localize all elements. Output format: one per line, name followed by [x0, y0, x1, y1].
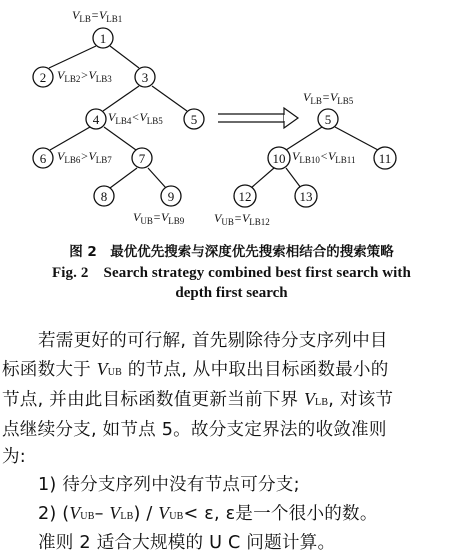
tree-node-11 [374, 147, 396, 169]
tree-node-12 [234, 185, 256, 207]
tree-edge [286, 127, 322, 150]
search-tree-diagram [0, 0, 463, 235]
tree-node-2 [33, 67, 53, 87]
label-right-5: $V_{LB}=V_{LB5}$ [303, 90, 354, 106]
tree-node-7 [132, 148, 152, 168]
svg-text:6: 6 [39, 151, 47, 166]
tree-edge [110, 46, 139, 68]
text-line: 若需更好的可行解, 首先剔除待分支序列中目 [38, 331, 388, 351]
svg-text:5: 5 [324, 112, 332, 127]
tree-node-5-right [318, 109, 338, 129]
svg-text:9: 9 [167, 189, 175, 204]
svg-text:13: 13 [299, 189, 313, 204]
label-node-9: $V_{UB}=V_{LB9}$ [133, 210, 185, 226]
label-node-10: $V_{LB10}<V_{LB11}$ [292, 149, 356, 165]
tree-node-9 [161, 186, 181, 206]
svg-text:11: 11 [378, 151, 392, 166]
body-paragraph [2, 328, 461, 558]
search-tree-figure [0, 0, 463, 235]
tree-edge [251, 168, 274, 188]
tree-node-8 [94, 186, 114, 206]
text-line: 节点, 并由此目标函数值更新当前下界 VLB, 对该节 [2, 389, 394, 411]
svg-text:4: 4 [92, 112, 100, 127]
label-node-6: $V_{LB6}>V_{LB7}$ [57, 149, 112, 165]
label-node-12: $V_{UB}=V_{LB12}$ [214, 211, 270, 227]
figure-caption-cn: 图 2 最优优先搜索与深度优先搜索相结合的搜索策略 [69, 244, 394, 260]
criterion-1: 1) 待分支序列中没有节点可分支; [38, 474, 300, 495]
svg-text:3: 3 [141, 70, 149, 85]
figure-caption-en-line2: depth first search [175, 285, 288, 301]
tree-node-5 [184, 109, 204, 129]
svg-text:8: 8 [100, 189, 108, 204]
text-line: 为: [2, 447, 26, 468]
tree-edge [110, 168, 137, 188]
tree-edge [50, 127, 90, 150]
svg-text:10: 10 [272, 151, 286, 166]
tree-node-10 [268, 147, 290, 169]
tree-node-4 [86, 109, 106, 129]
svg-text:2: 2 [39, 70, 47, 85]
svg-text:1: 1 [99, 31, 107, 46]
tree-edge [148, 168, 166, 188]
text-line: 点继续分支, 如节点 5。故分支定界法的收敛准则 [2, 419, 387, 440]
tree-node-1 [93, 28, 113, 48]
tree-node-13 [295, 185, 317, 207]
text-line: 准则 2 适合大规模的 U C 问题计算。 [38, 533, 336, 554]
tree-node-3 [135, 67, 155, 87]
svg-text:5: 5 [190, 112, 198, 127]
transition-arrow [218, 108, 298, 128]
tree-edge [49, 46, 96, 68]
label-node-2: $V_{LB2}>V_{LB3}$ [57, 68, 112, 84]
label-node-4: $V_{LB4}<V_{LB5}$ [108, 110, 163, 126]
tree-node-6 [33, 148, 53, 168]
figure-caption-en: Fig. 2 Search strategy combined best first search with [52, 265, 411, 281]
tree-edge [286, 168, 301, 188]
label-top: $V_{LB}=V_{LB1}$ [72, 8, 123, 24]
tree-edge [152, 86, 187, 111]
text-line: 标函数大于 VUB 的节点, 从中取出目标函数最小的 [2, 358, 389, 380]
tree-edge [103, 86, 139, 111]
svg-text:12: 12 [238, 189, 252, 204]
tree-edge [104, 127, 136, 150]
tree-edge [335, 127, 378, 150]
svg-text:7: 7 [138, 151, 146, 166]
criterion-2: 2) (VUB– VLB) / VUB< ε, ε是一个很小的数。 [38, 502, 378, 524]
